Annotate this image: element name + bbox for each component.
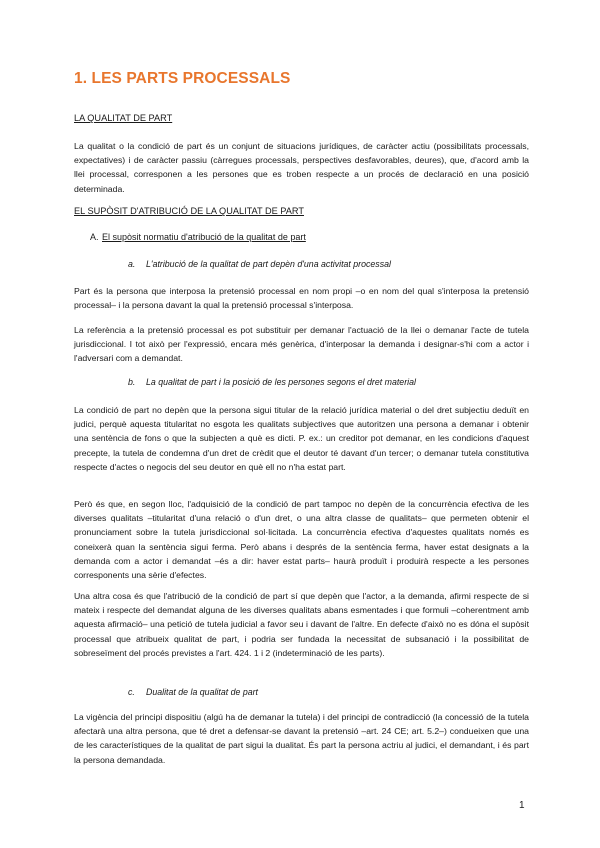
paragraph-definition: La qualitat o la condició de part és un conjunt de situacions jurídiques, de caràcter actiu (possibilitats processals, expectatives) i de caràcter passiu (càrregues processals, perspectives desfavorables, deures), que, d'acord amb la llei processal, corresponen a les persones que es troben respecte a un procés de declaració en una posició determinada. — [74, 141, 529, 194]
paragraph-dualitat: La vigència del principi dispositiu (algú ha de demanar la tutela) i del principi de contradicció (la concessió de la tutela afectarà una altra persona, que té dret a defensar-se davant la pretensió –art. 24 CE; art. 5.2–) condueixen que una de les característiques de la qualitat de part sigui la dualitat. És part la persona actriu al judici, el demandant, i és part la persona demandada. — [74, 712, 529, 765]
subheading-a-b-title: La qualitat de part i la posició de les persones segons el dret material — [146, 377, 416, 387]
paragraph-referencia: La referència a la pretensió processal es pot substituir per demanar l'actuació de la llei o demanar l'acte de tutela jurisdiccional. I tot això per l'expressió, encara més genèrica, d'interposar la demanda i designar-s'hi com a actor i l'adversari com a demandat. — [74, 325, 529, 364]
subheading-a-a-marker: a. — [128, 259, 136, 269]
subheading-a-marker: A. — [90, 232, 99, 242]
subheading-a-c — [128, 687, 258, 697]
paragraph-condicio: La condició de part no depèn que la persona sigui titular de la relació jurídica material o del dret subjectiu deduït en judici, perquè aquesta titularitat no esgota les qualitats subjectives que autoritzen una persona a demanar i obtenir una sentència de fons o que la subjecten a què es dicti. P. ex.: un creditor pot demanar, en les condicions d'aquest precepte, la tutela de condemna d'un dret de crèdit que el deutor té davant d'un tercer; o demanar tutela constitutiva respecte d'actes o negocis del seu deutor en què ell no n'ha estat part. — [74, 405, 529, 472]
subheading-a-b-marker: b. — [128, 377, 136, 387]
section-heading-suposit: EL SUPÒSIT D'ATRIBUCIÓ DE LA QUALITAT DE PART — [74, 206, 304, 216]
paragraph-atribucio: Una altra cosa és que l'atribució de la condició de part sí que depèn que l'actor, a la demanda, afirmi respecte de si mateix i respecte del demandat alguna de les diverses qualitats abans esmentades i que formuli –coherentment amb aquesta afirmació– una petició de tutela judicial a favor seu i davant de l'altre. En defecte d'això no es dóna el supòsit processal que atribueix qualitat de part, i podria ser fundada la necessitat de subsanació i la possibilitat de sobreseïment del procés previstes a l'art. 424. 1 i 2 (indeterminació de les parts). — [74, 591, 529, 658]
page-title: 1. LES PARTS PROCESSALS — [74, 70, 291, 87]
section-heading-qualitat: LA QUALITAT DE PART — [74, 113, 173, 123]
subheading-a-a — [128, 259, 391, 269]
subheading-a-c-title: Dualitat de la qualitat de part — [146, 687, 258, 697]
subheading-a-title: El supòsit normatiu d'atribució de la qualitat de part — [102, 232, 306, 242]
subheading-a-c-marker: c. — [128, 687, 135, 697]
paragraph-adquisicio: Però és que, en segon lloc, l'adquisició de la condició de part tampoc no depèn de la concurrència efectiva de les diverses qualitats –titularitat d'una relació o d'un dret, o una altra classe de qualitats– que permeten obtenir el pronunciament sobre la tutela jurisdiccional sol·licitada. La concurrència efectiva d'aquestes qualitats només es coneixerà quan la sentència sigui ferma. Però abans i després de la sentència ferma, haver estat designats a la demanda com a actor i demandat –és a dir: haver estat parts– haurà produït i produirà respecte a les persones corresponents una sèrie d'efectes. — [74, 499, 529, 581]
page-number: 1 — [519, 800, 525, 811]
subheading-a-b — [128, 377, 416, 387]
paragraph-part-definition: Part és la persona que interposa la pretensió processal en nom propi –o en nom del qual s'interposa la pretensió processal– i la persona davant la qual la pretensió processal s'interposa. — [74, 286, 529, 311]
subheading-a-a-title: L'atribució de la qualitat de part depèn d'una activitat processal — [146, 259, 391, 269]
subheading-a — [90, 232, 306, 242]
